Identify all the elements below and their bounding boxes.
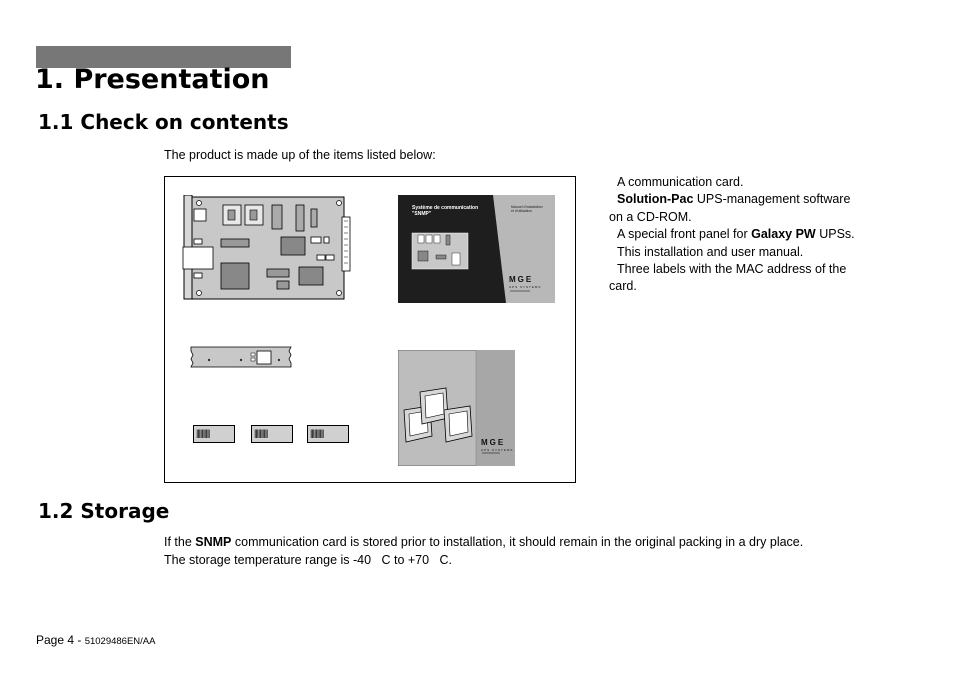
section-title-storage: 1.2 Storage [38, 499, 170, 523]
barcode: |||||||||| [254, 428, 268, 438]
barcode: |||||||||| [196, 428, 210, 438]
mac-label [307, 425, 349, 443]
list-item: This installation and user manual. [617, 244, 804, 259]
contents-list [609, 174, 879, 296]
page-title: 1. Presentation [35, 64, 270, 95]
cd-cover-logo: MGE [481, 438, 506, 447]
manual-cover-illustration [398, 195, 555, 303]
section-title-check-contents: 1.1 Check on contents [38, 110, 289, 134]
mac-label [193, 425, 235, 443]
manual-cover-logo: MGE [509, 275, 534, 284]
barcode: |||||||||| [310, 428, 324, 438]
communication-card-illustration [181, 195, 361, 303]
manual-cover-logo-sub: UPS SYSTEMS [509, 285, 542, 289]
list-item-continuation: card. [609, 279, 637, 294]
storage-line-1: If the SNMP communication card is stored prior to installation, it should remain in the original packing in a dry place. [164, 535, 804, 549]
manual-cover-subtitle: Manuel d'installation et d'utilisation [511, 205, 543, 213]
list-item: A special front panel for Galaxy PW UPSs. [617, 227, 855, 242]
page-footer [36, 633, 155, 647]
contents-figure [164, 176, 576, 483]
list-item: A communication card. [617, 175, 744, 189]
list-item: Solution-Pac UPS-management software [617, 192, 851, 207]
list-item-continuation: on a CD-ROM. [609, 209, 692, 224]
storage-line-2: The storage temperature range is -40 C to +70 C. [164, 553, 452, 567]
page-number: Page 4 - [36, 633, 85, 647]
mac-label [251, 425, 293, 443]
cd-rom-illustration [398, 350, 515, 466]
manual-cover-title: Système de communication "SNMP" [412, 205, 479, 217]
list-item: Three labels with the MAC address of the [617, 262, 847, 277]
section-intro: The product is made up of the items listed below: [164, 148, 436, 162]
cd-cover-logo-sub: UPS SYSTEMS [481, 448, 514, 452]
document-reference: 51029486EN/AA [84, 636, 156, 647]
front-panel-illustration [189, 345, 293, 369]
